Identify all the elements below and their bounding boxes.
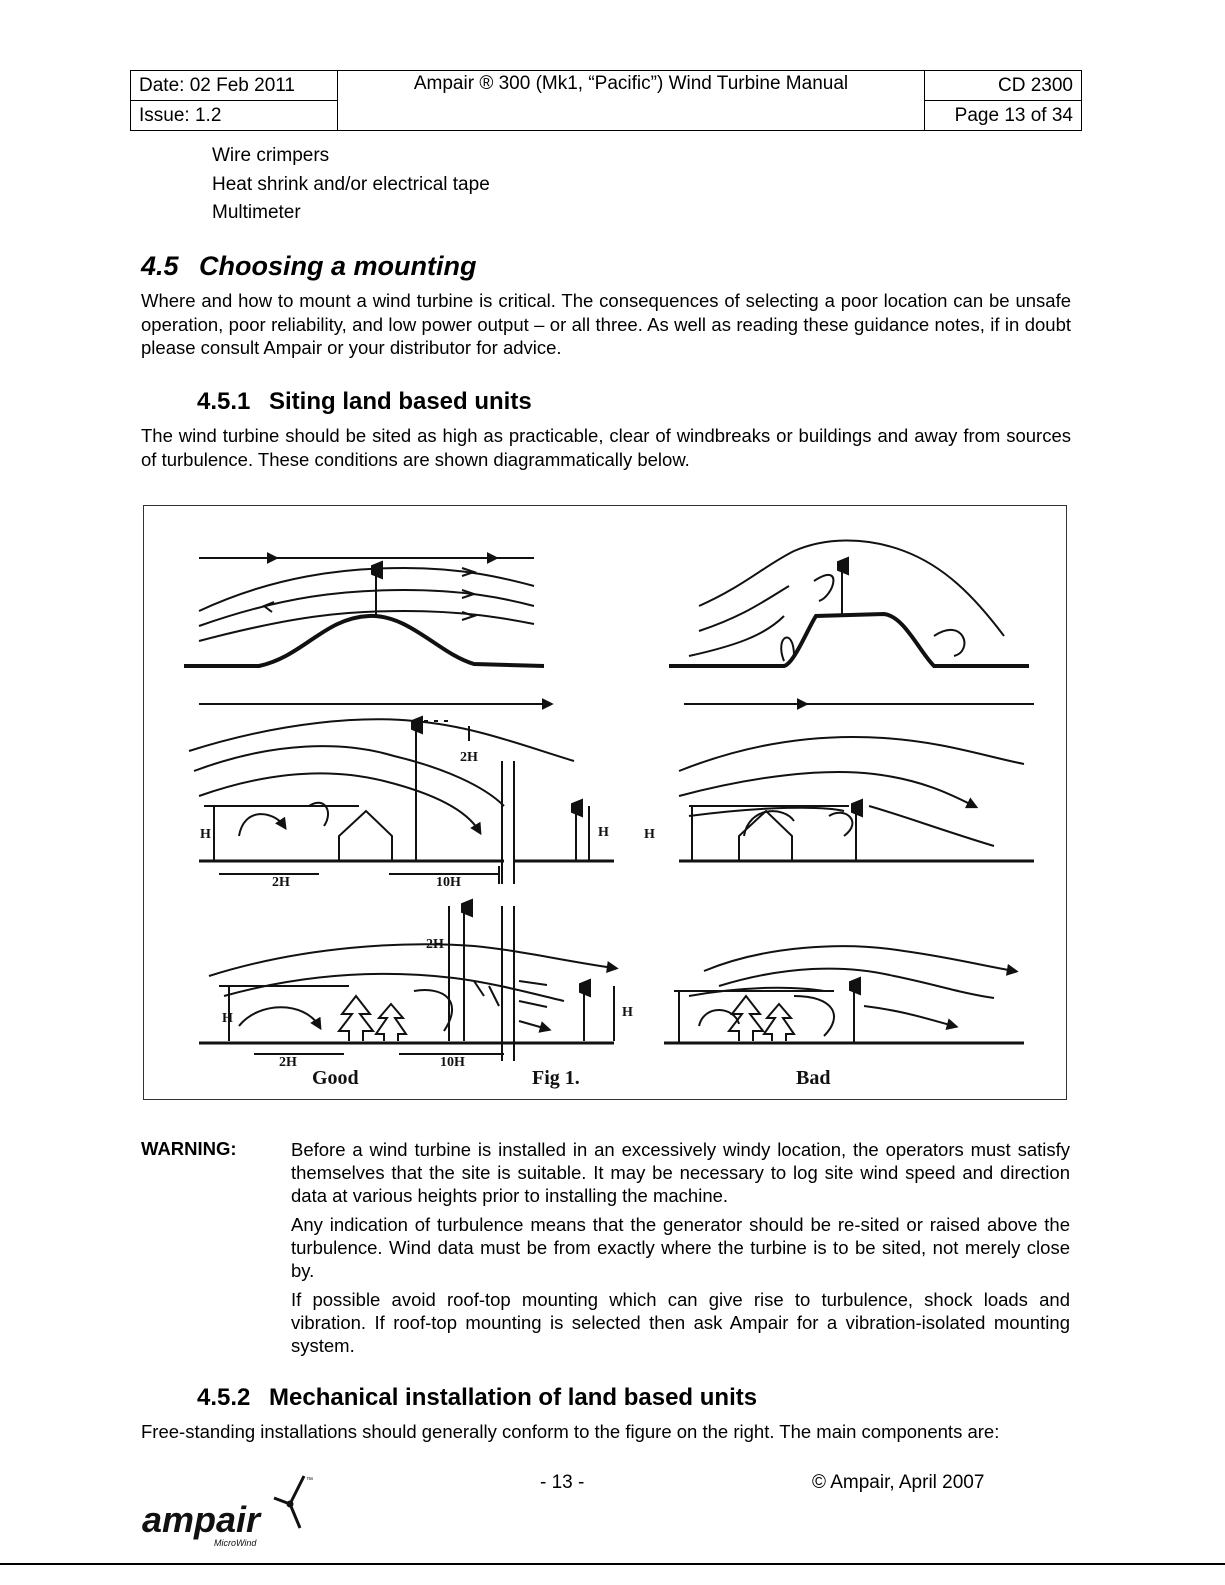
header-doc-code: CD 2300 xyxy=(925,71,1082,101)
warning-paragraph: Before a wind turbine is installed in an excessively windy location, the operators must satisfy themselves that the site is suitable. It may be necessary to log site wind speed and direction data at various heights prior to installing the machine. xyxy=(291,1139,1070,1206)
warning-paragraph: Any indication of turbulence means that the generator should be re-sited or raised above the turbulence. Wind data must be from exactly where the turbine is to be sited, not merely close by. xyxy=(291,1214,1070,1281)
footer-page-number: - 13 - xyxy=(540,1472,585,1493)
label-10h-house: 10H xyxy=(436,875,461,890)
label-h-trees-offset: H xyxy=(622,1005,633,1020)
section-4-5-2-body: Free-standing installations should generally conform to the figure on the right. The main components are: xyxy=(141,1421,1000,1442)
trees-good-diagram xyxy=(199,900,614,1054)
header-date: Date: 02 Feb 2011 xyxy=(131,71,338,101)
label-h-offset: H xyxy=(598,825,609,840)
label-2h-middle: 2H xyxy=(460,750,478,765)
logo-trademark: ™ xyxy=(306,1477,313,1484)
bottom-rule xyxy=(0,1563,1225,1565)
section-4-5-body: Where and how to mount a wind turbine is critical. The consequences of selecting a poor location can be unsafe operation, poor reliability, and low power output – or all three. As well as reading these guidance notes, if in doubt please consult Ampair or your distributor for advice. xyxy=(141,290,1071,358)
header-issue: Issue: 1.2 xyxy=(131,101,338,131)
tool-item: Heat shrink and/or electrical tape xyxy=(212,173,490,195)
tools-list xyxy=(212,142,490,228)
section-title: Siting land based units xyxy=(269,388,532,415)
siting-figure xyxy=(143,505,1067,1100)
siting-diagram xyxy=(144,506,1066,1099)
label-2h-house: 2H xyxy=(272,875,290,890)
trees-bad-diagram xyxy=(664,946,1024,1043)
label-h-trees-good: H xyxy=(222,1011,233,1026)
section-4-5-1-body: The wind turbine should be sited as high as practicable, clear of windbreaks or buildings and away from sources of turbulence. These conditions are shown diagrammatically below. xyxy=(141,425,1071,470)
warning-paragraph: If possible avoid roof-top mounting which can give rise to turbulence, shock loads and vibration. If roof-top mounting is selected then ask Ampair for a vibration-isolated mounting system. xyxy=(291,1289,1070,1356)
document-header xyxy=(130,70,1082,131)
logo-wordmark: ampair xyxy=(142,1499,261,1540)
label-bad: Bad xyxy=(796,1067,831,1089)
house-bad-diagram xyxy=(679,704,1034,861)
label-10h-trees-base: 10H xyxy=(440,1055,465,1070)
header-title: Ampair ® 300 (Mk1, “Pacific”) Wind Turbine Manual xyxy=(338,71,925,131)
figure-caption: Fig 1. xyxy=(532,1067,580,1089)
section-title: Choosing a mounting xyxy=(199,251,477,281)
section-heading-4-5 xyxy=(141,251,476,282)
footer-copyright: © Ampair, April 2007 xyxy=(812,1472,985,1493)
label-2h-trees: 2H xyxy=(426,937,444,952)
logo-subtitle: MicroWind xyxy=(214,1538,257,1548)
section-number: 4.5.2 xyxy=(197,1384,251,1411)
section-number: 4.5.1 xyxy=(197,388,251,415)
label-h-house-bad: H xyxy=(644,827,655,842)
tool-item: Multimeter xyxy=(212,202,301,223)
section-number: 4.5 xyxy=(141,251,179,281)
label-good: Good xyxy=(312,1067,359,1089)
section-heading-4-5-2 xyxy=(197,1384,757,1412)
warning-body xyxy=(291,1138,1070,1363)
section-heading-4-5-1 xyxy=(197,388,532,416)
label-h-house-good: H xyxy=(200,827,211,842)
smooth-hill-diagram xyxy=(184,558,544,666)
turbine-logo-icon xyxy=(274,1476,304,1528)
section-title: Mechanical installation of land based units xyxy=(269,1384,758,1411)
tool-item: Wire crimpers xyxy=(212,145,330,166)
warning-label: WARNING: xyxy=(141,1138,237,1159)
ampair-logo xyxy=(140,1470,320,1550)
house-good-diagram xyxy=(189,704,574,884)
steep-hill-diagram xyxy=(669,540,1029,666)
header-page: Page 13 of 34 xyxy=(925,101,1082,131)
label-2h-trees-base: 2H xyxy=(279,1055,297,1070)
